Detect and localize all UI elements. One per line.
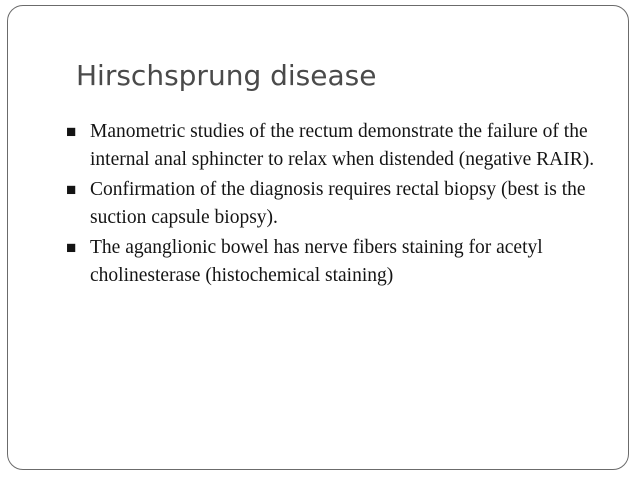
- bullet-item: [66, 176, 611, 232]
- bullet-text: Manometric studies of the rectum demonstrate the failure of the internal anal sphincter to relax when distended (negative RAIR).: [90, 121, 595, 170]
- bullet-text: The aganglionic bowel has nerve fibers staining for acetyl cholinesterase (histochemical staining): [90, 237, 543, 286]
- slide-title: Hirschsprung disease: [76, 59, 377, 92]
- bullet-list: [66, 118, 611, 292]
- bullet-item: [66, 234, 611, 290]
- bullet-item: [66, 118, 611, 174]
- square-bullet-icon: ■: [66, 238, 77, 257]
- slide-frame: [7, 5, 629, 470]
- bullet-text: Confirmation of the diagnosis requires rectal biopsy (best is the suction capsule biopsy).: [90, 179, 586, 228]
- square-bullet-icon: ■: [66, 122, 77, 141]
- square-bullet-icon: ■: [66, 180, 77, 199]
